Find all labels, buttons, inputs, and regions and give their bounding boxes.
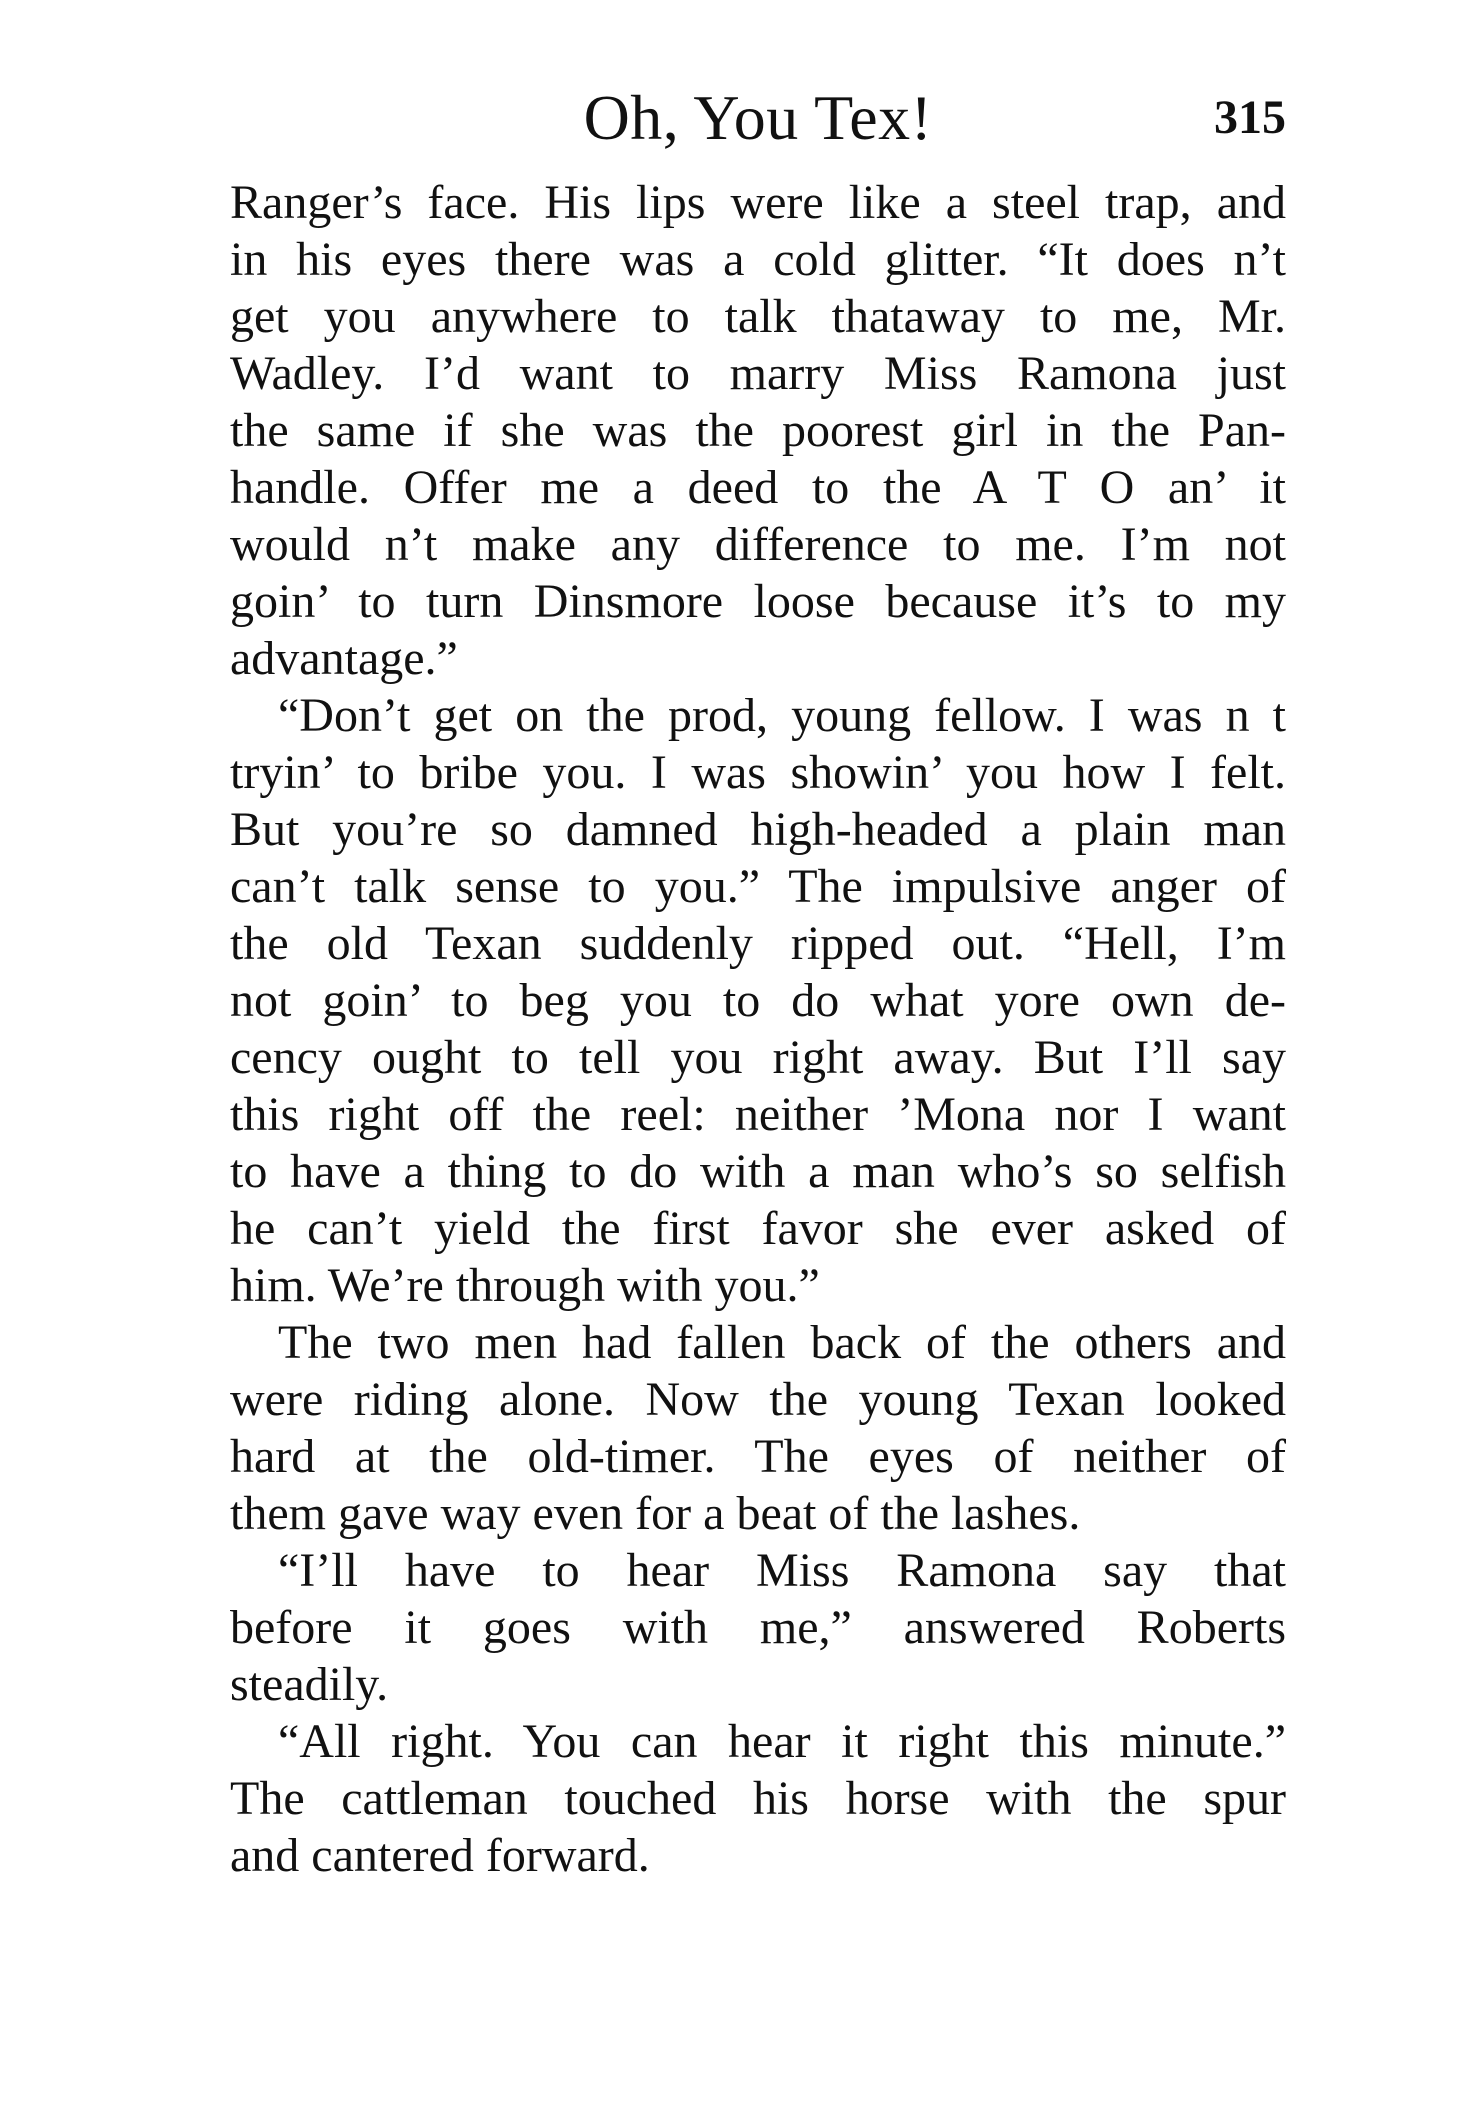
text-line: steadily. bbox=[230, 1658, 389, 1711]
text-line: him. We’re through with you.” bbox=[230, 1259, 820, 1312]
text-line: to have a thing to do with a man who’s so selfish bbox=[230, 1145, 1286, 1198]
text-line: the old Texan suddenly ripped out. “Hell, I’m bbox=[230, 917, 1286, 970]
text-line: “All right. You can hear it right this minute.” bbox=[278, 1715, 1286, 1768]
text-line: them gave way even for a beat of the lashes. bbox=[230, 1487, 1081, 1540]
text-line: “I’ll have to hear Miss Ramona say that bbox=[278, 1544, 1286, 1597]
text-line: before it goes with me,” answered Roberts bbox=[230, 1601, 1286, 1654]
running-title: Oh, You Tex! bbox=[583, 82, 933, 153]
text-line: this right off the reel: neither ’Mona nor I want bbox=[230, 1088, 1286, 1141]
text-line: he can’t yield the first favor she ever asked of bbox=[230, 1202, 1286, 1255]
text-line: handle. Offer me a deed to the A T O an’ it bbox=[230, 461, 1286, 514]
text-line: cency ought to tell you right away. But I’ll say bbox=[230, 1031, 1286, 1084]
text-line: But you’re so damned high-headed a plain man bbox=[230, 803, 1286, 856]
text-line: hard at the old-timer. The eyes of neither of bbox=[230, 1430, 1286, 1483]
body-text bbox=[230, 174, 1286, 1884]
text-line: The cattleman touched his horse with the spur bbox=[230, 1772, 1286, 1825]
text-line: The two men had fallen back of the others and bbox=[278, 1316, 1286, 1369]
text-line: in his eyes there was a cold glitter. “It does n’t bbox=[230, 233, 1286, 286]
page-header bbox=[230, 78, 1286, 158]
text-line: would n’t make any difference to me. I’m not bbox=[230, 518, 1286, 571]
text-line: and cantered forward. bbox=[230, 1829, 650, 1882]
text-line: can’t talk sense to you.” The impulsive anger of bbox=[230, 860, 1286, 913]
page-number: 315 bbox=[1214, 91, 1286, 144]
text-line: not goin’ to beg you to do what yore own de- bbox=[230, 974, 1286, 1027]
text-line: Ranger’s face. His lips were like a steel trap, and bbox=[230, 176, 1286, 229]
text-line: the same if she was the poorest girl in the Pan- bbox=[230, 404, 1286, 457]
text-line: Wadley. I’d want to marry Miss Ramona just bbox=[230, 347, 1286, 400]
text-line: “Don’t get on the prod, young fellow. I was n t bbox=[278, 689, 1286, 742]
text-line: get you anywhere to talk thataway to me, Mr. bbox=[230, 290, 1286, 343]
text-line: goin’ to turn Dinsmore loose because it’s to my bbox=[230, 575, 1286, 628]
text-line: were riding alone. Now the young Texan looked bbox=[230, 1373, 1286, 1426]
text-line: tryin’ to bribe you. I was showin’ you how I felt. bbox=[230, 746, 1286, 799]
text-line: advantage.” bbox=[230, 632, 458, 685]
